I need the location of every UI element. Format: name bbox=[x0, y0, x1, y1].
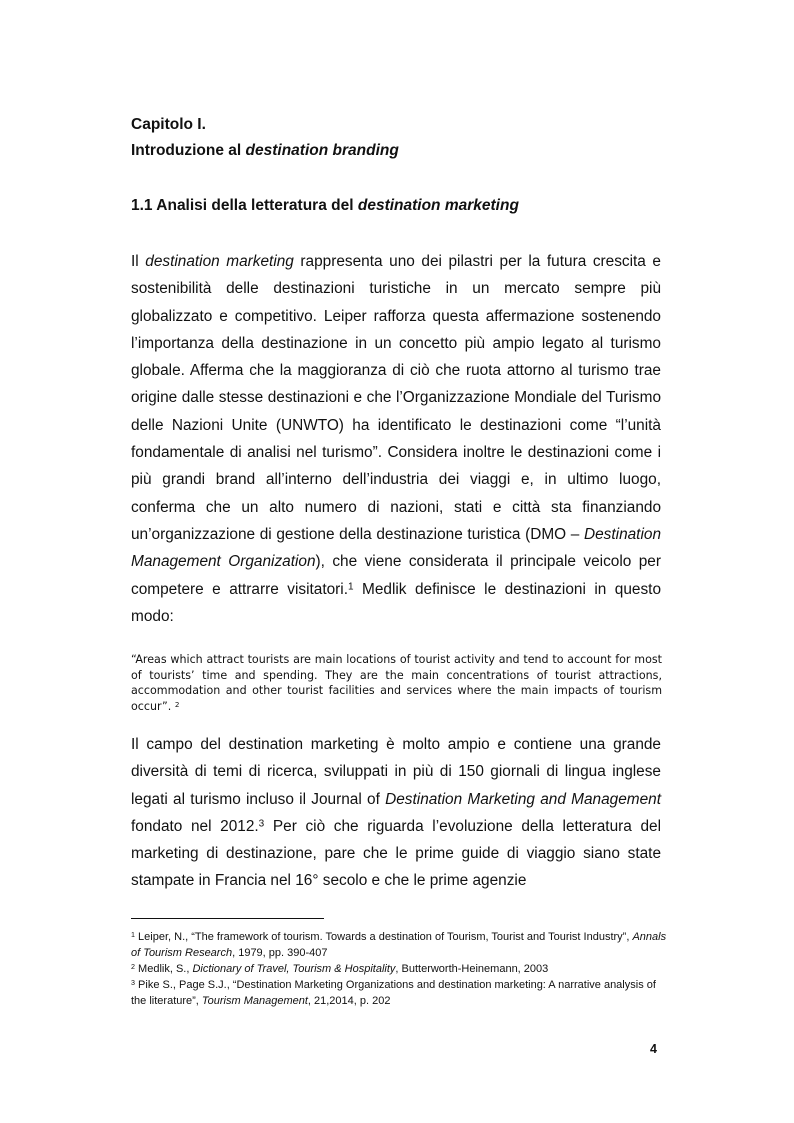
chapter-label: Capitolo I. bbox=[131, 116, 206, 133]
footnote-separator bbox=[131, 918, 324, 919]
page-number: 4 bbox=[650, 1042, 657, 1056]
body-paragraph-2: Il campo del destination marketing è molto ampio e contiene una grande diversità di temi di ricerca, sviluppati in più di 150 giornali di lingua inglese legati al turismo incluso il Journal of Destination Marketing and Management fondato nel 2012.$^3$ Per ciò che riguarda l’evoluzione della letteratura del marketing di destinazione, pare che le prime guide di viaggio siano state stampate in Francia nel 16° secolo e che le prime agenzie bbox=[131, 736, 661, 890]
footnote-ref-1: 1 bbox=[348, 581, 354, 593]
block-quote: “Areas which attract tourists are main locations of tourist activity and tend to account for most of tourists’ time and spending. They are the main concentrations of tourist attractions, accommodation and other tourist facilities and services where the main impacts of tourism occur”. $^2$ bbox=[131, 653, 662, 713]
footnote: $^3$ Pike S., Page S.J., “Destination Marketing Organizations and destination marketing: A narrative analysis of the literature”, Tourism Management, 21,2014, p. 202 bbox=[131, 978, 656, 1007]
footnote: $^2$ Medlik, S., Dictionary of Travel, Tourism & Hospitality, Butterworth-Heinemann, 2003 bbox=[131, 962, 549, 975]
footnote-ref-2: 2 bbox=[174, 699, 180, 709]
footnote: $^1$ Leiper, N., “The framework of tourism. Towards a destination of Tourism, Tourist and Tourist Industry”, Annals of Tourism Research, 1979, pp. 390-407 bbox=[131, 930, 667, 959]
footnotes bbox=[131, 929, 671, 1009]
chapter-title: Introduzione al destination branding bbox=[131, 142, 399, 159]
body-paragraph-1: Il destination marketing rappresenta uno dei pilastri per la futura crescita e sostenibilità delle destinazioni turistiche in un mercato sempre più globalizzato e competitivo. Leiper rafforza questa affermazione sostenendo l’importanza della destinazione in un concetto più ampio legato al turismo globale. Afferma che la maggioranza di ciò che ruota attorno al turismo trae origine dalle stesse destinazioni e che l’Organizzazione Mondiale del Turismo delle Nazioni Unite (UNWTO) ha identificato le destinazioni come “l’unità fondamentale di analisi nel turismo”. Considera inoltre le destinazioni come i più grandi brand all’interno dell’industria dei viaggi e, in ultimo luogo, conferma che un alto numero di nazioni, stati e città sta finanziando un’organizzazione di gestione della destinazione turistica (DMO – Destination Management Organization), che viene considerata il principale veicolo per competere e attrarre visitatori.$^1$ Medlik definisce le destinazioni in questo modo: bbox=[131, 253, 661, 625]
section-title: 1.1 Analisi della letteratura del destination marketing bbox=[131, 197, 519, 214]
footnote-ref-3: 3 bbox=[258, 818, 265, 830]
